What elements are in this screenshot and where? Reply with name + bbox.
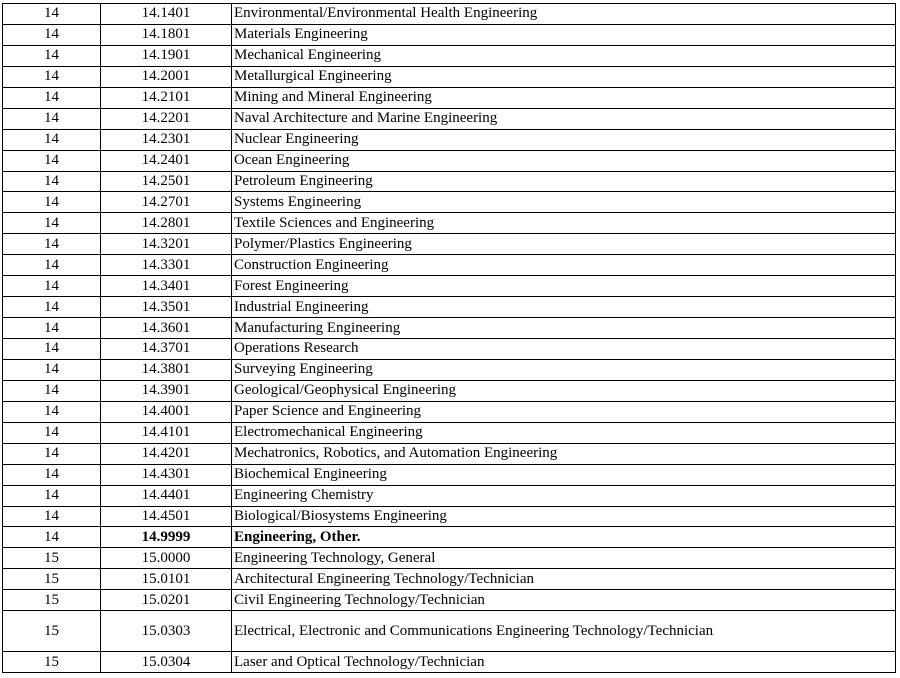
- title-cell: Engineering Chemistry: [232, 485, 896, 506]
- code-cell: 14.4501: [101, 506, 232, 527]
- title-cell: Engineering, Other.: [232, 527, 896, 548]
- table-row: [3, 506, 896, 527]
- family-cell: 14: [3, 66, 101, 87]
- title-cell: Construction Engineering: [232, 255, 896, 276]
- title-cell: Textile Sciences and Engineering: [232, 213, 896, 234]
- code-cell: 14.2401: [101, 150, 232, 171]
- family-cell: 14: [3, 401, 101, 422]
- code-cell: 15.0304: [101, 652, 232, 673]
- title-cell: Industrial Engineering: [232, 297, 896, 318]
- table-row: [3, 380, 896, 401]
- title-cell: Manufacturing Engineering: [232, 318, 896, 339]
- family-cell: 14: [3, 87, 101, 108]
- code-cell: 15.0303: [101, 611, 232, 652]
- title-cell: Mechatronics, Robotics, and Automation Engineering: [232, 443, 896, 464]
- table-row: [3, 276, 896, 297]
- title-cell: Civil Engineering Technology/Technician: [232, 590, 896, 611]
- family-cell: 14: [3, 485, 101, 506]
- family-cell: 14: [3, 108, 101, 129]
- code-cell: 14.9999: [101, 527, 232, 548]
- code-cell: 14.3701: [101, 339, 232, 360]
- code-cell: 14.3801: [101, 359, 232, 380]
- code-cell: 14.4201: [101, 443, 232, 464]
- table-row: [3, 192, 896, 213]
- code-cell: 14.3601: [101, 318, 232, 339]
- table-row-highlighted: [3, 527, 896, 548]
- family-cell: 14: [3, 443, 101, 464]
- code-cell: 14.2301: [101, 129, 232, 150]
- family-cell: 15: [3, 611, 101, 652]
- title-cell: Forest Engineering: [232, 276, 896, 297]
- family-cell: 15: [3, 590, 101, 611]
- family-cell: 15: [3, 652, 101, 673]
- table-row: [3, 171, 896, 192]
- table-row: [3, 422, 896, 443]
- title-cell: Surveying Engineering: [232, 359, 896, 380]
- family-cell: 14: [3, 129, 101, 150]
- title-cell: Electromechanical Engineering: [232, 422, 896, 443]
- title-cell: Metallurgical Engineering: [232, 66, 896, 87]
- table-row: [3, 652, 896, 673]
- table-row: [3, 87, 896, 108]
- title-cell: Materials Engineering: [232, 24, 896, 45]
- title-cell: Geological/Geophysical Engineering: [232, 380, 896, 401]
- code-cell: 14.4001: [101, 401, 232, 422]
- family-cell: 14: [3, 276, 101, 297]
- table-row: [3, 297, 896, 318]
- table-row: [3, 590, 896, 611]
- title-cell: Environmental/Environmental Health Engineering: [232, 4, 896, 25]
- table-row: [3, 255, 896, 276]
- family-cell: 14: [3, 359, 101, 380]
- code-cell: 14.4401: [101, 485, 232, 506]
- title-cell: Petroleum Engineering: [232, 171, 896, 192]
- code-cell: 14.2501: [101, 171, 232, 192]
- table-row: [3, 150, 896, 171]
- code-cell: 15.0000: [101, 548, 232, 569]
- code-cell: 14.3901: [101, 380, 232, 401]
- code-cell: 14.2801: [101, 213, 232, 234]
- code-cell: 14.3301: [101, 255, 232, 276]
- table-row: [3, 339, 896, 360]
- table-row: [3, 213, 896, 234]
- table-row: [3, 401, 896, 422]
- title-cell: Biological/Biosystems Engineering: [232, 506, 896, 527]
- family-cell: 15: [3, 548, 101, 569]
- code-cell: 14.1401: [101, 4, 232, 25]
- table-row: [3, 611, 896, 652]
- title-cell: Engineering Technology, General: [232, 548, 896, 569]
- family-cell: 14: [3, 45, 101, 66]
- code-cell: 14.2101: [101, 87, 232, 108]
- family-cell: 15: [3, 569, 101, 590]
- family-cell: 14: [3, 171, 101, 192]
- title-cell: Ocean Engineering: [232, 150, 896, 171]
- title-cell: Mechanical Engineering: [232, 45, 896, 66]
- family-cell: 14: [3, 297, 101, 318]
- table-row: [3, 4, 896, 25]
- table-row: [3, 318, 896, 339]
- code-cell: 14.4301: [101, 464, 232, 485]
- title-cell: Naval Architecture and Marine Engineering: [232, 108, 896, 129]
- title-cell: Systems Engineering: [232, 192, 896, 213]
- family-cell: 14: [3, 24, 101, 45]
- family-cell: 14: [3, 150, 101, 171]
- code-cell: 14.3201: [101, 234, 232, 255]
- table-row: [3, 24, 896, 45]
- table-row: [3, 443, 896, 464]
- table-row: [3, 359, 896, 380]
- title-cell: Nuclear Engineering: [232, 129, 896, 150]
- code-cell: 14.1901: [101, 45, 232, 66]
- family-cell: 14: [3, 213, 101, 234]
- table-row: [3, 108, 896, 129]
- family-cell: 14: [3, 234, 101, 255]
- title-cell: Polymer/Plastics Engineering: [232, 234, 896, 255]
- table-row: [3, 234, 896, 255]
- title-cell: Paper Science and Engineering: [232, 401, 896, 422]
- family-cell: 14: [3, 318, 101, 339]
- family-cell: 14: [3, 255, 101, 276]
- family-cell: 14: [3, 4, 101, 25]
- code-cell: 14.4101: [101, 422, 232, 443]
- family-cell: 14: [3, 192, 101, 213]
- code-cell: 14.2201: [101, 108, 232, 129]
- code-cell: 14.2701: [101, 192, 232, 213]
- family-cell: 14: [3, 464, 101, 485]
- title-cell: Laser and Optical Technology/Technician: [232, 652, 896, 673]
- code-cell: 14.3401: [101, 276, 232, 297]
- table-row: [3, 569, 896, 590]
- family-cell: 14: [3, 380, 101, 401]
- table-row: [3, 485, 896, 506]
- family-cell: 14: [3, 422, 101, 443]
- table-row: [3, 45, 896, 66]
- table-row: [3, 129, 896, 150]
- title-cell: Electrical, Electronic and Communications Engineering Technology/Technician: [232, 611, 896, 652]
- code-cell: 14.3501: [101, 297, 232, 318]
- code-cell: 15.0201: [101, 590, 232, 611]
- table-row: [3, 66, 896, 87]
- family-cell: 14: [3, 506, 101, 527]
- title-cell: Operations Research: [232, 339, 896, 360]
- table-row: [3, 464, 896, 485]
- title-cell: Architectural Engineering Technology/Technician: [232, 569, 896, 590]
- code-cell: 15.0101: [101, 569, 232, 590]
- code-cell: 14.2001: [101, 66, 232, 87]
- family-cell: 14: [3, 339, 101, 360]
- family-cell: 14: [3, 527, 101, 548]
- table-row: [3, 548, 896, 569]
- title-cell: Biochemical Engineering: [232, 464, 896, 485]
- cip-code-table: [2, 3, 896, 673]
- title-cell: Mining and Mineral Engineering: [232, 87, 896, 108]
- code-cell: 14.1801: [101, 24, 232, 45]
